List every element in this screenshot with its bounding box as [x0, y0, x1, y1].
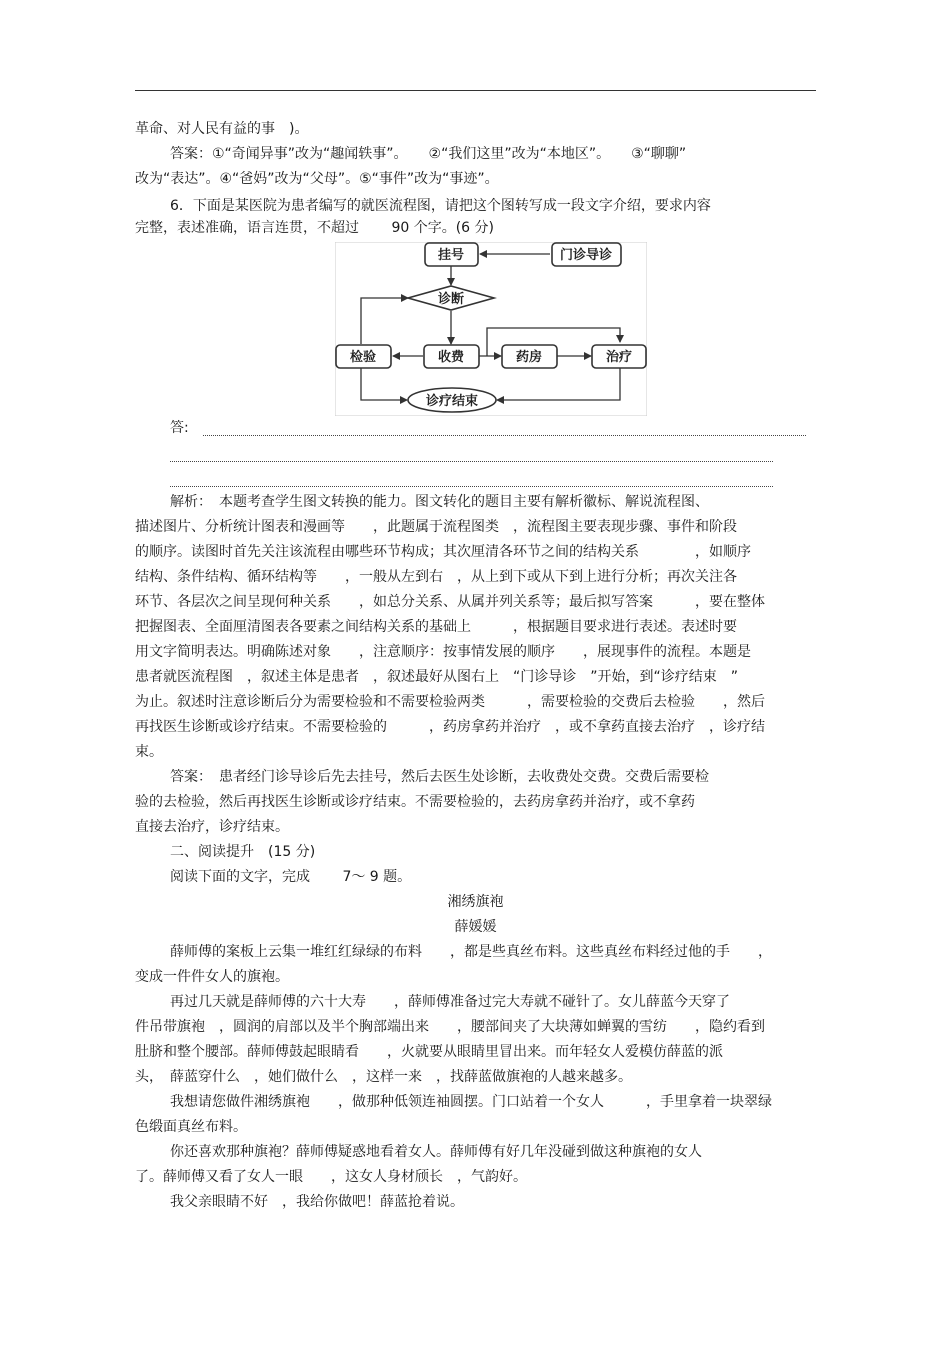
- story-line: 肚脐和整个腰部。薛师傅鼓起眼睛看 ，火就要从眼睛里冒出来。而年轻女人爱模仿薛蓝的派: [135, 1044, 723, 1060]
- story-line: 我想请您做件湘绣旗袍 ，做那种低领连袖圆摆。门口站着一个女人 ，手里拿着一块翠绿: [170, 1094, 772, 1110]
- reading-instruction: 阅读下面的文字，完成 7～ 9 题。: [170, 869, 412, 885]
- label-diagnose: 诊断: [437, 292, 465, 307]
- story-line: 薛师傅的案板上云集一堆红红绿绿的布料 ，都是些真丝布料。这些真丝布料经过他的手 ，: [170, 944, 772, 960]
- analysis-line: 的顺序。读图时首先关注该流程由哪些环节构成；其次厘清各环节之间的结构关系 ，如顺序: [135, 544, 751, 560]
- story-line: 再过几天就是薛师傅的六十大寿 ，薛师傅准备过完大寿就不碰针了。女儿薛蓝今天穿了: [170, 994, 730, 1010]
- text-line: 革命、对人民有益的事 )。: [135, 121, 309, 137]
- analysis-line: 用文字简明表达。明确陈述对象 ，注意顺序：按事情发展的顺序 ，展现事件的流程。本题是: [135, 644, 751, 660]
- story-title: 湘绣旗袍: [447, 894, 504, 910]
- answer-blank-line[interactable]: [170, 461, 773, 462]
- analysis-line: 解析： 本题考查学生图文转换的能力。图文转化的题目主要有解析徽标、解说流程图、: [170, 494, 709, 510]
- story-line: 色缎面真丝布料。: [135, 1119, 247, 1135]
- section-heading: 二、阅读提升 (15 分): [170, 844, 316, 860]
- flowchart-frame: [335, 242, 647, 416]
- answer-blank-line[interactable]: [170, 486, 773, 487]
- analysis-line: 结构、条件结构、循环结构等 ，一般从左到右 ，从上到下或从下到上进行分析；再次关注各: [135, 569, 737, 585]
- final-answer-line: 直接去治疗，诊疗结束。: [135, 819, 289, 835]
- final-answer-line: 答案： 患者经门诊导诊后先去挂号，然后去医生处诊断，去收费处交费。交费后需要检: [170, 769, 709, 785]
- answer-q5-line: 答案：①“奇闻异事”改为“趣闻轶事”。 ②“我们这里”改为“本地区”。 ③“聊聊”: [170, 146, 687, 162]
- arrow-treat-to-end: [497, 368, 620, 400]
- analysis-line: 描述图片、分析统计图表和漫画等 ，此题属于流程图类 ，流程图主要表现步骤、事件和阶段: [135, 519, 737, 535]
- answer-label: 答:: [170, 420, 189, 436]
- analysis-line: 为止。叙述时注意诊断后分为需要检验和不需要检验两类 ，需要检验的交费后去检验 ，然后: [135, 694, 765, 710]
- label-pharmacy: 药房: [515, 350, 543, 365]
- analysis-line: 环节、各层次之间呈现何种关系 ，如总分关系、从属并列关系等；最后拟写答案 ，要在整体: [135, 594, 765, 610]
- arrow-exam-to-end: [361, 368, 407, 400]
- label-guide: 门诊导诊: [559, 248, 613, 263]
- label-end: 诊疗结束: [425, 394, 479, 409]
- final-answer-line: 验的去检验，然后再找医生诊断或诊疗结束。不需要检验的，去药房拿药并治疗，或不拿药: [135, 794, 695, 810]
- arrow-exam-to-diagnose: [361, 298, 408, 344]
- answer-q5-line: 改为“表达”。④“爸妈”改为“父母”。⑤“事件”改为“事迹”。: [135, 171, 499, 187]
- label-register: 挂号: [437, 248, 465, 263]
- story-author: 薛媛媛: [454, 919, 497, 935]
- story-line: 变成一件件女人的旗袍。: [135, 969, 289, 985]
- analysis-line: 患者就医流程图 ，叙述主体是患者 ，叙述最好从图右上 “门诊导诊 ”开始，到“诊疗结束 ”: [135, 669, 739, 685]
- story-line: 件吊带旗袍 ，圆润的肩部以及半个胸部端出来 ，腰部间夹了大块薄如蝉翼的雪纺 ，隐约看到: [135, 1019, 765, 1035]
- answer-blank-line[interactable]: [203, 435, 806, 436]
- analysis-line: 再找医生诊断或诊疗结束。不需要检验的 ，药房拿药并治疗 ，或不拿药直接去治疗 ，诊疗结: [135, 719, 765, 735]
- header-rule: [135, 90, 816, 91]
- question-6-line: 完整，表述准确，语言连贯，不超过 90 个字。(6 分): [135, 220, 494, 236]
- story-line: 你还喜欢那种旗袍？薛师傅疑惑地看着女人。薛师傅有好几年没碰到做这种旗袍的女人: [170, 1144, 702, 1160]
- flowchart: [335, 242, 647, 416]
- label-pay: 收费: [437, 350, 465, 365]
- analysis-line: 束。: [135, 744, 163, 760]
- label-treat: 治疗: [605, 350, 633, 365]
- question-6-line: 6．下面是某医院为患者编写的就医流程图，请把这个图转写成一段文字介绍，要求内容: [170, 198, 711, 214]
- analysis-line: 把握图表、全面厘清图表各要素之间结构关系的基础上 ，根据题目要求进行表述。表述时要: [135, 619, 737, 635]
- story-line: 了。薛师傅又看了女人一眼 ，这女人身材颀长 ，气韵好。: [135, 1169, 527, 1185]
- story-line: 我父亲眼睛不好 ，我给你做吧！薛蓝抢着说。: [170, 1194, 464, 1210]
- label-exam: 检验: [349, 350, 377, 365]
- story-line: 头， 薛蓝穿什么 ，她们做什么 ，这样一来 ，找薛蓝做旗袍的人越来越多。: [135, 1069, 632, 1085]
